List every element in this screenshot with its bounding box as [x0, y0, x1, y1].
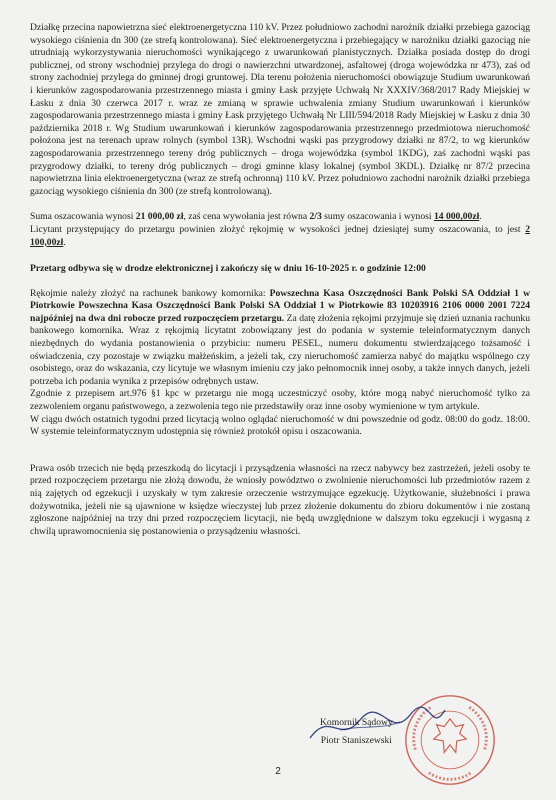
text-span: sumy oszacowania i wynosi: [321, 211, 434, 223]
signature-block: [320, 714, 393, 750]
valuation-paragraph: [30, 211, 530, 249]
sum-value: 21 000,00 zł: [135, 211, 184, 223]
text-span: .: [63, 236, 66, 248]
page-number: 2: [275, 766, 281, 777]
signer-name: Piotr Staniszewski: [320, 735, 392, 746]
viewing-paragraph: W ciągu dwóch ostatnich tygodni przed licytacją wolno oglądać nieruchomość w dni powszednie od godz. 08:00 do godz. 18:00. W systemie teleinformatycznym udostępnia się również protokół opisu i oszacowania.: [30, 413, 530, 438]
property-description: Działkę przecina napowietrzna sieć elektroenergetyczna 110 kV. Przez południowo zachodni narożnik działki przebiega gazociąg wysokiego ciśnienia dn 300 (ze strefą kontrolowana). Sieć elektroenergetyczna i przebiegający w narożniku działki gazociąg nie utrudniają wykorzystywania nieruchomości wynikającego z uwarunkowań planistycznych. Działka posiada dostęp do drogi publicznej, od strony wschodniej przylega do drogi o nawierzchni utwardzonej, asfaltowej (droga wojewódzka nr 473), zaś od strony zachodniej przylega do gminnej drogi gruntowej. Dla terenu położenia nieruchomości obowiązuje Studium uwarunkowań i kierunków zagospodarowania przestrzennego miasta i gminy Łask przyjęte Uchwałą Nr XXXIV/368/2017 Rady Miejskiej w Łasku z dnia 30 czerwca 2017 r. wraz ze zmianą w sprawie uchwalenia zmiany Studium uwarunkowań i kierunków zagospodarowania przestrzennego miasta i gminy Łask przyjętego Uchwałą Nr LIII/594/2018 Rady Miejskiej w Łasku z dnia 30 października 2018 r. Wg Studium uwarunkowań i kierunków zagospodarowania przestrzennego przedmiotowa nieruchomość położona jest na terenach upraw rolnych (symbol 13R). Wschodni wąski pas przygrodowy działki nr 87/2, to wg kierunków zagospodarowania przestrzennego tereny dróg publicznych – droga wojewódzka (symbol 1KDG), zaś zachodni wąski pas przygrodowy działki, to tereny dróg publicznych – drogi gminne klasy lokalnej (symbol 3KDL). Działkę nr 87/2 przecina napowietrzna linia elektroenergetyczna (wraz ze strefą ochronną) 110 kV. Przez południowo zachodni narożnik działki przebiega gazociąg wysokiego ciśnienia dn 300 (ze strefą kontrolowaną).: [30, 22, 530, 197]
legal-restriction-paragraph: Zgodnie z przepisem art.976 §1 kpc w przetargu nie mogą uczestniczyć osoby, które mogą nabyć nieruchomość tylko za zezwoleniem organu państwowego, a zezwolenia tego nie przedstawiły oraz inne osoby wymienione w tym artykule.: [30, 388, 530, 413]
price-value: 14 000,00zł: [433, 211, 480, 223]
deposit-instructions: [30, 288, 530, 389]
text-span: , zaś cena wywołania jest równa: [183, 211, 310, 223]
signer-title: Komornik Sądowy: [320, 717, 393, 728]
text-span: Suma oszacowania wynosi: [30, 211, 136, 223]
text-span: Rękojmie należy złożyć na rachunek bankowy komornika:: [30, 287, 270, 299]
third-party-rights-paragraph: Prawa osób trzecich nie będą przeszkodą do licytacji i przysądzenia własności na rzecz nabywcy bez zastrzeżeń, jeżeli osoby te przed rozpoczęciem przetargu nie złożą dowodu, że wniosły powództwo o zwolnienie nieruchomości lub przedmiotów razem z nią zajętych od egzekucji i uzyskały w tym zakresie orzeczenie wstrzymujące egzekucję. Użytkowanie, służebności i prawa dożywotnika, jeżeli nie są ujawnione w księdze wieczystej lub przez złożenie dokumentu do zbioru dokumentów i nie zostaną zgłoszone najpóźniej na trzy dni przed rozpoczęciem licytacji, nie będą uwzględnione w dalszym toku egzekucji i wygasną z chwilą uprawomocnienia się postanowienia o przysądzeniu własności.: [30, 462, 530, 537]
text-span: .: [479, 211, 482, 223]
auction-date-notice: Przetarg odbywa się w drodze elektronicznej i zakończy się w dniu 16-10-2025 r. o godzinie 12:00: [30, 263, 426, 275]
bank-account-info: Powszechna Kasa Oszczędności Bank Polski SA Oddział 1 w Piotrkowie Powszechna Kasa Oszczędności Bank Polski SA Oddział 1 w Piotrkowie 83 10203916 2106 0000 2001 7224 najpóźniej na dwa dni robocze przed rozpoczęciem przetargu.: [30, 287, 530, 324]
fraction-value: 2/3: [309, 211, 322, 223]
deposit-value: 2 100,00zł: [30, 223, 530, 248]
text-span: Za datę złożenia rękojmi przyjmuje się dzień uznania rachunku bankowego komornika. Wraz z rękojmią licytatnt zobowiązany jest do podania w systemie teleinformatycznym danych niezbędnych do wydania postanowienia o przybiciu: numeru PESEL, numeru dokumentu stwierdzającego tożsamość i oświadczenia, czy pozostaje w związku małżeńskim, a jeżeli tak, czy nieruchomość zamierza nabyć do majątku wspólnego czy osobistego, oraz do wskazania, czy licytuje we własnym imieniu czy jako pełnomocnik innej osoby, a także innych danych, jeżeli potrzeba ich podania wynika z przepisów odrębnych ustaw.: [30, 312, 530, 387]
text-span: Licytant przystępujący do przetargu powinien złożyć rękojmię w wysokości jednej dziesiątej sumy oszacowania, to jest: [30, 223, 526, 235]
